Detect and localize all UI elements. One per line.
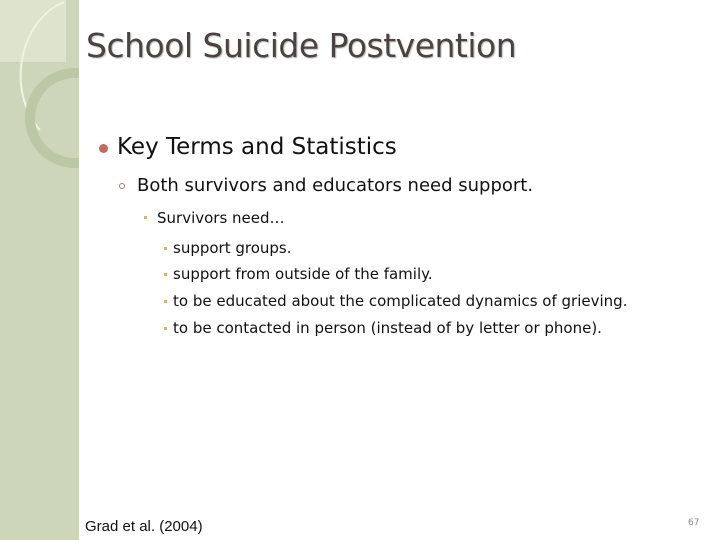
slide-title: School Suicide Postvention xyxy=(86,26,517,65)
bullet-square-icon xyxy=(164,247,167,250)
bullet-circle-icon xyxy=(119,183,125,189)
bullet-level3: Survivors need… xyxy=(157,209,285,227)
page-number: 67 xyxy=(688,518,700,528)
bullet-dot-icon xyxy=(99,144,108,153)
bullet-level4: support from outside of the family. xyxy=(173,265,433,283)
bullet-level4: support groups. xyxy=(173,239,292,257)
bullet-level1: Key Terms and Statistics xyxy=(117,134,397,160)
bullet-square-icon xyxy=(164,327,167,330)
decorative-sidebar xyxy=(0,0,79,540)
bullet-square-icon xyxy=(144,216,147,219)
circle-decoration-icon xyxy=(0,0,79,540)
bullet-square-icon xyxy=(164,273,167,276)
bullet-level2: Both survivors and educators need support. xyxy=(137,175,534,196)
bullet-level4: to be educated about the complicated dynamics of grieving. xyxy=(173,292,628,310)
citation: Grad et al. (2004) xyxy=(85,518,203,535)
bullet-square-icon xyxy=(164,300,167,303)
bullet-level4: to be contacted in person (instead of by letter or phone). xyxy=(173,319,602,337)
